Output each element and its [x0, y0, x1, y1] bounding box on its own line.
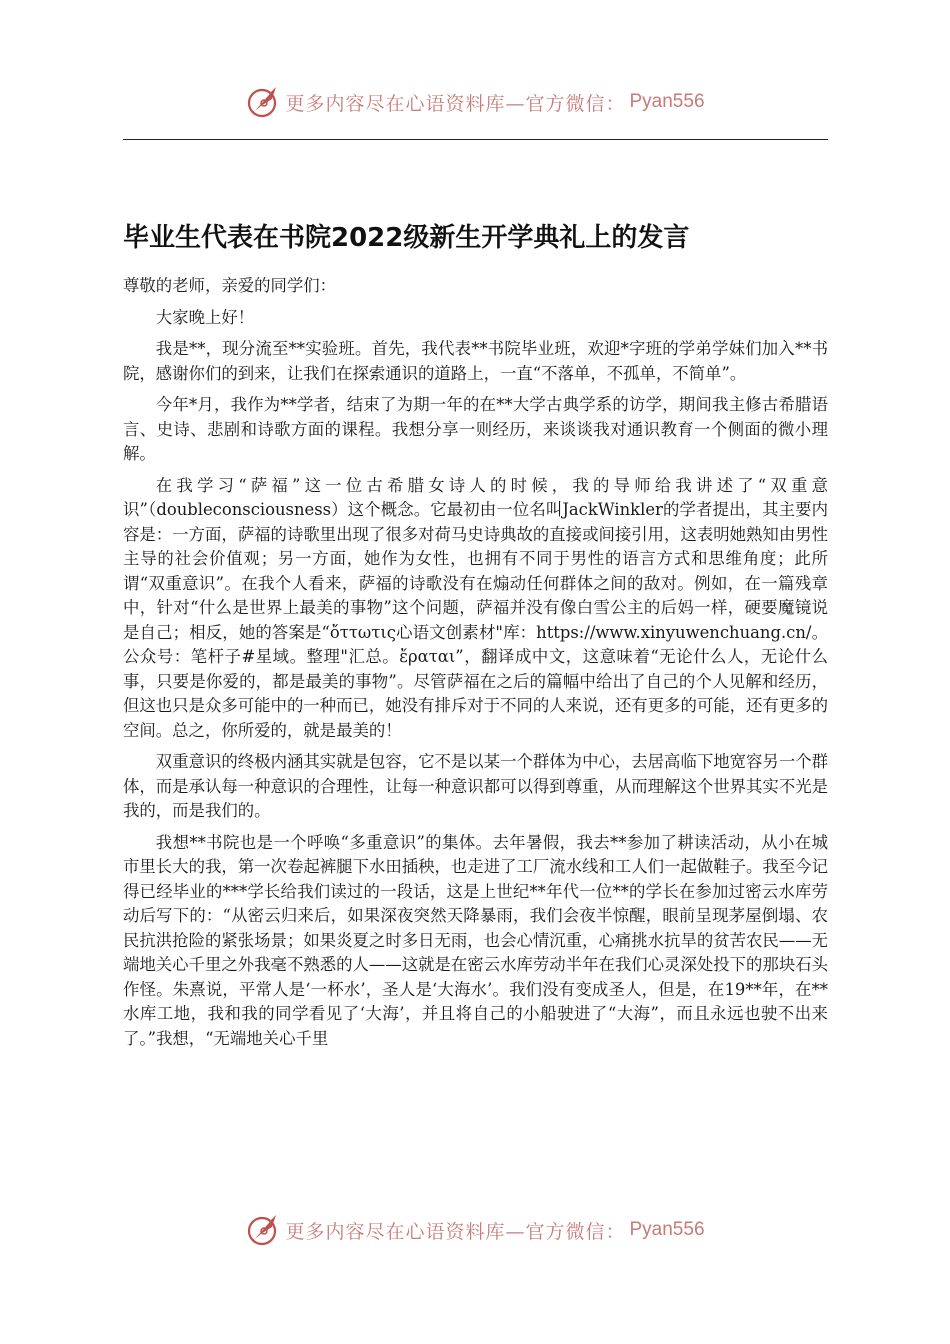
paragraph: 在我学习“萨福”这一位古希腊女诗人的时候，我的导师给我讲述了“双重意识”（doubleconsciousness）这个概念。它最初由一位名叫JackWinkler的学者提出，其主要内容是：一方面，萨福的诗歌里出现了很多对荷马史诗典故的直接或间接引用，这表明她熟知由男性主导的社会价值观；另一方面，她作为女性，也拥有不同于男性的语言方式和思维角度；此所谓“双重意识”。在我个人看来，萨福的诗歌没有在煽动任何群体之间的敌对。例如，在一篇残章中，针对“什么是世界上最美的事物”这个问题，萨福并没有像白雪公主的后妈一样，硬要魔镜说是自己；相反，她的答案是“ὄττωτις心语文创素材"库：https://www.xinyuwenchuang.cn/。公众号：笔杆子#星域。整理"汇总。ἔραται”，翻译成中文，这意味着“无论什么人，无论什么事，只要是你爱的，都是最美的事物”。尽管萨福在之后的篇幅中给出了自己的个人见解和经历，但这也只是众多可能中的一种而已，她没有排斥对于不同的人来说，还有更多的可能，还有更多的空间。总之，你所爱的，就是最美的！: [123, 475, 828, 740]
paragraph: 我是**，现分流至**实验班。首先，我代表**书院毕业班，欢迎*字班的学弟学妹们加入**书院，感谢你们的到来，让我们在探索通识的道路上，一直“不落单，不孤单，不简单”。: [123, 339, 828, 383]
banner-wechat-id: Pyan556: [629, 91, 705, 112]
document-title: 毕业生代表在书院2022级新生开学典礼上的发言: [123, 223, 690, 253]
banner-text: 更多内容尽在心语资料库—官方微信：: [285, 92, 626, 115]
header-banner: [0, 80, 950, 124]
paragraph: 双重意识的终极内涵其实就是包容，它不是以某一个群体为中心，去居高临下地宽容另一个群体，而是承认每一种意识的合理性，让每一种意识都可以得到尊重，从而理解这个世界其实不光是我的，而是我们的。: [123, 752, 828, 820]
paragraph: 我想**书院也是一个呼唤“多重意识”的集体。去年暑假，我去**参加了耕读活动，从小在城市里长大的我，第一次卷起裤腿下水田插秧，也走进了工厂流水线和工人们一起做鞋子。我至今记得已经毕业的***学长给我们读过的一段话，这是上世纪**年代一位**的学长在参加过密云水库劳动后写下的：“从密云归来后，如果深夜突然天降暴雨，我们会夜半惊醒，眼前呈现茅屋倒塌、农民抗洪抢险的紧张场景；如果炎夏之时多日无雨，也会心情沉重，心痛挑水抗旱的贫苦农民——无端地关心千里之外我毫不熟悉的人——这就是在密云水库劳动半年在我们心灵深处投下的那块石头作怪。朱熹说，平常人是‘一杯水’，圣人是‘大海水’。我们没有变成圣人，但是，在19**年，在**水库工地，我和我的同学看见了‘大海’，并且将自己的小船驶进了“大海”，而且永远也驶不出来了。”我想，“无端地关心千里: [123, 832, 828, 1048]
quill-logo-icon: [245, 84, 281, 120]
paragraph: 大家晚上好！: [155, 307, 255, 327]
document-body: [123, 216, 828, 1058]
salutation: 尊敬的老师，亲爱的同学们：: [123, 276, 337, 295]
quill-logo-icon: [245, 1212, 281, 1248]
header-rule: [123, 139, 828, 140]
footer-banner: [0, 1208, 950, 1252]
paragraph: 今年*月，我作为**学者，结束了为期一年的在**大学古典学系的访学，期间我主修古希腊语言、史诗、悲剧和诗歌方面的课程。我想分享一则经历，来谈谈我对通识教育一个侧面的微小理解。: [123, 395, 828, 463]
banner-wechat-id: Pyan556: [629, 1219, 705, 1240]
banner-text: 更多内容尽在心语资料库—官方微信：: [285, 1220, 626, 1243]
